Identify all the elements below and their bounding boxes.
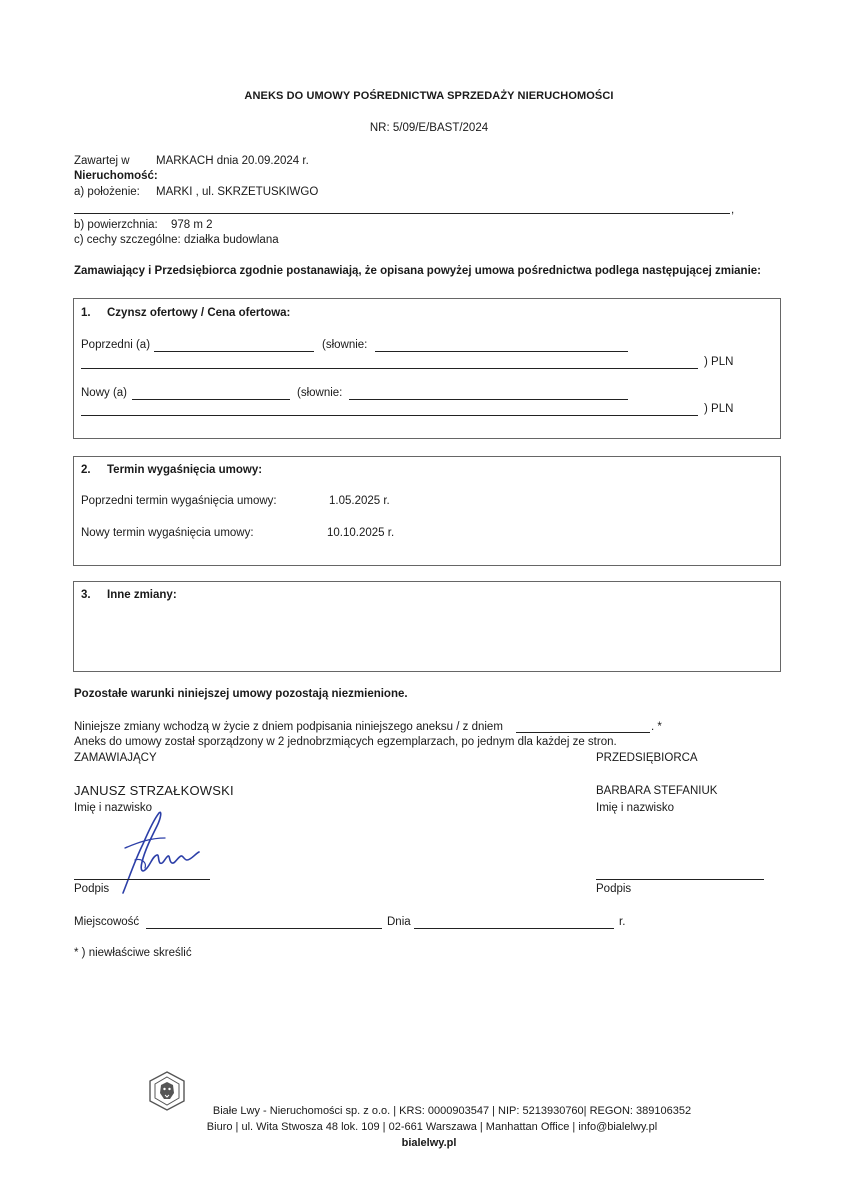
section-other-number: 3. bbox=[81, 589, 91, 601]
features-value: działka budowlana bbox=[184, 234, 279, 246]
remaining-text: Pozostałe warunki niniejszej umowy pozostają niezmienione. bbox=[74, 688, 408, 700]
new-term-label: Nowy termin wygaśnięcia umowy: bbox=[81, 527, 254, 539]
previous-words-line-2[interactable] bbox=[81, 368, 698, 369]
place-label: Miejscowość bbox=[74, 916, 140, 928]
section-price-box bbox=[73, 298, 781, 439]
client-role: ZAMAWIAJĄCY bbox=[74, 752, 157, 764]
location-end: , bbox=[731, 204, 735, 216]
new-currency: ) PLN bbox=[704, 403, 734, 415]
effective-text: Niniejsze zmiany wchodzą w życie z dniem podpisania niniejszego aneksu / z dniem bbox=[74, 721, 503, 733]
location-line bbox=[74, 213, 730, 214]
section-term-box bbox=[73, 456, 781, 566]
location-value: MARKI , ul. SKRZETUSKIWGO bbox=[156, 186, 319, 198]
entrepreneur-signature-label: Podpis bbox=[596, 883, 632, 895]
document-number: NR: 5/09/E/BAST/2024 bbox=[369, 122, 489, 134]
client-signature-line[interactable] bbox=[74, 879, 210, 880]
previous-price-label: Poprzedni (a) bbox=[81, 339, 151, 351]
entrepreneur-role: PRZEDSIĘBIORCA bbox=[596, 752, 698, 764]
section-price-title: Czynsz ofertowy / Cena ofertowa: bbox=[107, 307, 291, 319]
previous-price-line[interactable] bbox=[154, 351, 314, 352]
previous-words-label: (słownie: bbox=[322, 339, 368, 351]
footer-company: Białe Lwy - Nieruchomości sp. z o.o. | KRS: 0000903547 | NIP: 5213930760| REGON: 389106352 bbox=[212, 1105, 692, 1117]
new-words-label: (słownie: bbox=[297, 387, 343, 399]
client-name-label: Imię i nazwisko bbox=[74, 802, 152, 814]
new-words-line-2[interactable] bbox=[81, 415, 698, 416]
entrepreneur-name: BARBARA STEFANIUK bbox=[596, 785, 718, 797]
section-other-box bbox=[73, 581, 781, 672]
date-end: r. bbox=[619, 916, 626, 928]
entrepreneur-signature-line[interactable] bbox=[596, 879, 764, 880]
previous-term-value: 1.05.2025 r. bbox=[329, 495, 390, 507]
section-price-number: 1. bbox=[81, 307, 91, 319]
lion-logo-icon bbox=[148, 1071, 186, 1111]
new-price-line[interactable] bbox=[132, 399, 290, 400]
new-term-value: 10.10.2025 r. bbox=[327, 527, 395, 539]
copies-text: Aneks do umowy został sporządzony w 2 jednobrzmiących egzemplarzach, po jednym dla każdej ze stron. bbox=[74, 736, 617, 748]
date-line[interactable] bbox=[414, 928, 614, 929]
footer-website[interactable]: bialelwy.pl bbox=[401, 1137, 457, 1149]
agreement-text: Zamawiający i Przedsiębiorca zgodnie postanawiają, że opisana powyżej umowa pośrednictwa podlega następującej zmianie: bbox=[74, 265, 762, 277]
document-title: ANEKS DO UMOWY POŚREDNICTWA SPRZEDAŻY NIERUCHOMOŚCI bbox=[244, 90, 614, 102]
new-price-label: Nowy (a) bbox=[81, 387, 128, 399]
features-label: c) cechy szczególne: bbox=[74, 234, 181, 246]
new-words-line[interactable] bbox=[349, 399, 628, 400]
area-value: 978 m 2 bbox=[171, 219, 213, 231]
property-label: Nieruchomość: bbox=[74, 170, 158, 182]
section-term-title: Termin wygaśnięcia umowy: bbox=[107, 464, 263, 476]
effective-date-line[interactable] bbox=[516, 732, 650, 733]
signature-icon bbox=[105, 808, 215, 900]
place-line[interactable] bbox=[146, 928, 382, 929]
section-other-title: Inne zmiany: bbox=[107, 589, 177, 601]
concluded-label: Zawartej w bbox=[74, 155, 130, 167]
date-label: Dnia bbox=[387, 916, 411, 928]
client-name: JANUSZ STRZAŁKOWSKI bbox=[74, 783, 234, 798]
area-label: b) powierzchnia: bbox=[74, 219, 158, 231]
client-signature-label: Podpis bbox=[74, 883, 110, 895]
footer-address: Biuro | ul. Wita Stwosza 48 lok. 109 | 02-661 Warszawa | Manhattan Office | info@bialelwy.pl bbox=[206, 1121, 658, 1133]
previous-words-line[interactable] bbox=[375, 351, 628, 352]
previous-term-label: Poprzedni termin wygaśnięcia umowy: bbox=[81, 495, 277, 507]
entrepreneur-name-label: Imię i nazwisko bbox=[596, 802, 674, 814]
effective-end: . * bbox=[651, 721, 662, 733]
concluded-value: MARKACH dnia 20.09.2024 r. bbox=[156, 155, 309, 167]
footnote: * ) niewłaściwe skreślić bbox=[74, 947, 192, 959]
previous-currency: ) PLN bbox=[704, 356, 734, 368]
section-term-number: 2. bbox=[81, 464, 91, 476]
location-label: a) położenie: bbox=[74, 186, 140, 198]
